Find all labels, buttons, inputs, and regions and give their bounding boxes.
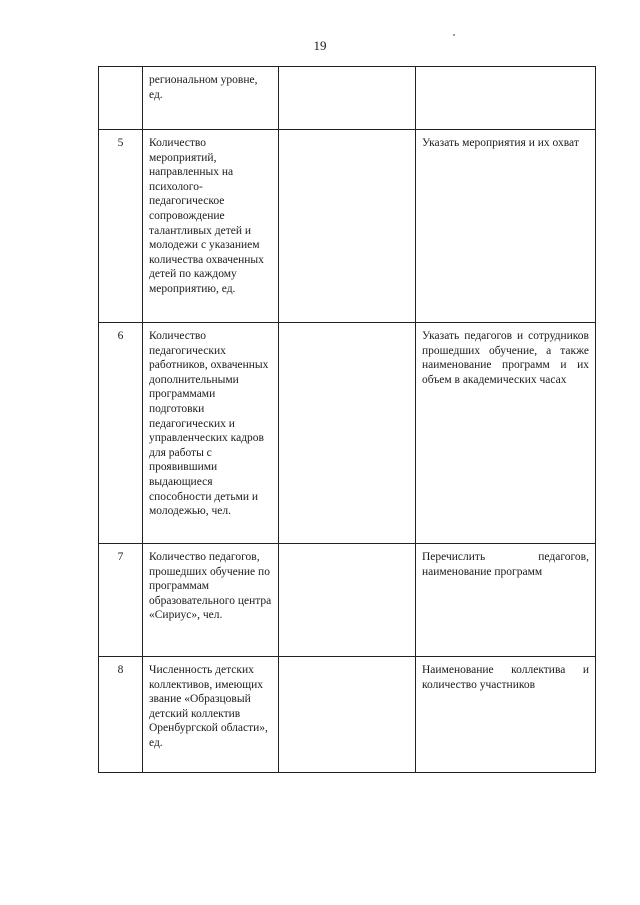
row-number: 8: [99, 657, 143, 773]
indicator-text: Количество мероприятий, направленных на психолого-педагогическое сопровождение талантливых детей и молодежи с указанием количества охваченных детей по каждому мероприятию, ед.: [143, 130, 279, 323]
indicator-text: Численность детских коллективов, имеющих звание «Образцовый детский коллектив Оренбургской области», ед.: [143, 657, 279, 773]
indicators-table: [98, 66, 596, 773]
table-row: [99, 544, 596, 657]
value-cell: [279, 67, 416, 130]
value-cell: [279, 544, 416, 657]
row-number: 5: [99, 130, 143, 323]
page-number: 19: [313, 38, 327, 53]
note-text: Указать педагогов и сотрудников прошедших обучение, а также наименование программ и их объем в академических часах: [416, 323, 596, 544]
note-text: Перечислить педагогов, наименование программ: [416, 544, 596, 657]
indicator-text: Количество педагогических работников, охваченных дополнительными программами подготовки педагогических и управленческих кадров для работы с проявившими выдающиеся способности детьми и молодежью, чел.: [143, 323, 279, 544]
table-row: [99, 323, 596, 544]
indicator-text: Количество педагогов, прошедших обучение по программам образовательного центра «Сириус», чел.: [143, 544, 279, 657]
scan-speck: [453, 34, 455, 36]
note-text: Указать мероприятия и их охват: [416, 130, 596, 323]
value-cell: [279, 657, 416, 773]
note-text: Наименование коллектива и количество участников: [416, 657, 596, 773]
table-row: [99, 657, 596, 773]
row-number: [99, 67, 143, 130]
value-cell: [279, 130, 416, 323]
note-text: [416, 67, 596, 130]
table-row: [99, 130, 596, 323]
table-row: [99, 67, 596, 130]
indicator-text: региональном уровне, ед.: [143, 67, 279, 130]
value-cell: [279, 323, 416, 544]
row-number: 7: [99, 544, 143, 657]
row-number: 6: [99, 323, 143, 544]
